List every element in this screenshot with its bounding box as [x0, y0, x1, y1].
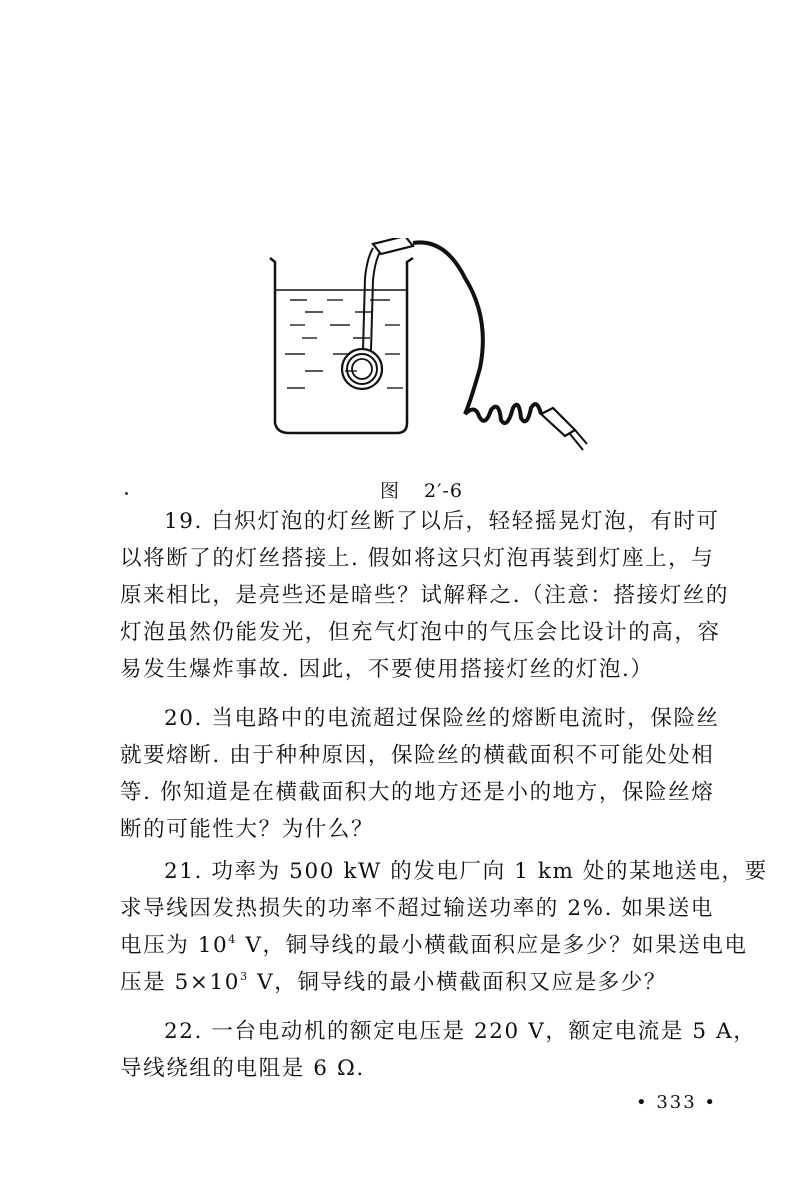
- problem-line: 灯泡虽然仍能发光，但充气灯泡中的气压会比设计的高，容: [120, 620, 721, 645]
- problem-line: 22. 一台电动机的额定电压是 220 V，额定电流是 5 A，: [164, 1019, 757, 1044]
- problem-line: 断的可能性大？为什么？: [120, 817, 375, 842]
- problem-20: [120, 700, 734, 848]
- problem-line: 导线绕组的电阻是 6 Ω.: [120, 1056, 365, 1081]
- figure-immersion-heater-beaker: [265, 238, 615, 468]
- page-number: • 333 •: [636, 1092, 718, 1113]
- caption-number: 2′-6: [424, 480, 463, 502]
- problem-line: 易发生爆炸事故. 因此，不要使用搭接灯丝的灯泡.）: [120, 657, 654, 682]
- problem-line: 就要熔断. 由于种种原因，保险丝的横截面积不可能处处相: [120, 743, 715, 768]
- problem-line: 等. 你知道是在横截面积大的地方还是小的地方，保险丝熔: [120, 780, 715, 805]
- problem-line: 压是 $5\times 10^3$ V，铜导线的最小横截面积又应是多少？: [120, 970, 667, 995]
- problem-line: 20. 当电路中的电流超过保险丝的熔断电流时，保险丝: [164, 706, 720, 731]
- figure-caption: [380, 476, 463, 503]
- scan-speck: [125, 492, 128, 495]
- exponent: 3: [240, 970, 249, 983]
- problem-number: 22.: [164, 1019, 203, 1044]
- problem-line: 21. 功率为 500 kW 的发电厂向 1 km 处的某地送电，要: [164, 859, 768, 884]
- problem-line: 求导线因发热损失的功率不超过输送功率的 2%. 如果送电: [120, 896, 714, 921]
- problem-line: 电压为 $10^4$ V，铜导线的最小横截面积应是多少？如果送电电: [120, 933, 748, 958]
- caption-prefix: 图: [380, 480, 401, 502]
- problem-19: [120, 503, 734, 688]
- problem-22: [120, 1013, 757, 1087]
- problem-number: 20.: [164, 706, 203, 731]
- problem-number: 19.: [164, 509, 203, 534]
- exponent: 4: [228, 933, 237, 946]
- problem-line: 以将断了的灯丝搭接上. 假如将这只灯泡再装到灯座上，与: [120, 546, 715, 571]
- problem-line: 19. 白炽灯泡的灯丝断了以后，轻轻摇晃灯泡，有时可: [164, 509, 720, 534]
- beaker-heater-illustration-icon: [265, 238, 615, 468]
- problem-line: 原来相比，是亮些还是暗些？试解释之.（注意：搭接灯丝的: [120, 583, 730, 608]
- problem-21: [120, 853, 768, 1001]
- problem-number: 21.: [164, 859, 203, 884]
